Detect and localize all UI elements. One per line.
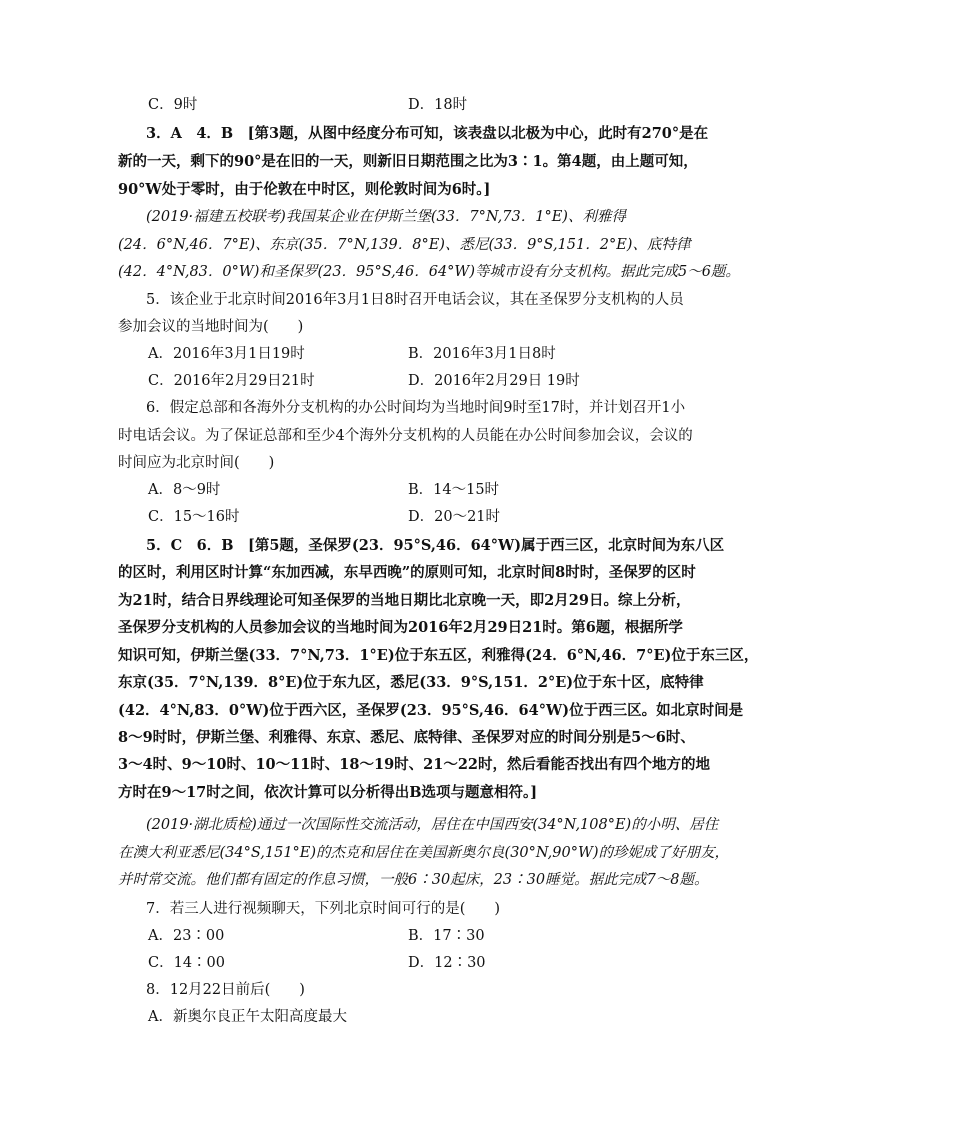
option-b-q5: B．2016年3月1日8时 bbox=[408, 346, 556, 362]
question-8: 8．12月22日前后( ) bbox=[146, 982, 305, 998]
intro-7-8-line3: 并时常交流。他们都有固定的作息习惯，一般6∶30起床，23∶30睡觉。据此完成7～8题。 bbox=[118, 872, 709, 888]
question-6-line2: 时电话会议。为了保证总部和至少4个海外分支机构的人员能在办公时间参加会议，会议的 bbox=[118, 428, 693, 444]
answer-5-6-line3: 为21时，结合日界线理论可知圣保罗的当地日期比北京晚一天，即2月29日。综上分析， bbox=[118, 592, 691, 609]
answer-3-4-line2: 新的一天，剩下的90°是在旧的一天，则新旧日期范围之比为3∶1。第4题，由上题可知， bbox=[118, 153, 698, 170]
intro-5-6-line2: (24．6°N,46．7°E)、东京(35．7°N,139．8°E)、悉尼(33．9°S,151．2°E)、底特律 bbox=[118, 237, 691, 253]
option-d-q6: D．20～21时 bbox=[408, 509, 501, 525]
answer-5-6-line6: 东京(35．7°N,139．8°E)位于东九区，悉尼(33．9°S,151．2°E)位于东十区，底特律 bbox=[118, 674, 704, 691]
answer-5-6-line5: 知识可知，伊斯兰堡(33．7°N,73．1°E)位于东五区，利雅得(24．6°N,46．7°E)位于东三区， bbox=[118, 647, 759, 664]
answer-5-6-line9: 3～4时、9～10时、10～11时、18～19时、21～22时，然后看能否找出有四个地方的地 bbox=[118, 756, 711, 773]
answer-3-4-line3: 90°W处于零时，由于伦敦在中时区，则伦敦时间为6时。] bbox=[118, 181, 491, 198]
question-7: 7．若三人进行视频聊天，下列北京时间可行的是( ) bbox=[146, 901, 501, 917]
question-6-line3: 时间应为北京时间( ) bbox=[118, 455, 275, 471]
intro-7-8-line1: (2019·湖北质检)通过一次国际性交流活动，居住在中国西安(34°N,108°E)的小明、居住 bbox=[146, 817, 719, 833]
intro-7-8-line2: 在澳大利亚悉尼(34°S,151°E)的杰克和居住在美国新奥尔良(30°N,90°W)的珍妮成了好朋友， bbox=[118, 845, 730, 861]
answer-5-6-line4: 圣保罗分支机构的人员参加会议的当地时间为2016年2月29日21时。第6题，根据所学 bbox=[118, 619, 683, 636]
option-b-q6: B．14～15时 bbox=[408, 482, 500, 498]
option-a-q5: A．2016年3月1日19时 bbox=[148, 346, 305, 362]
option-a-q6: A．8～9时 bbox=[148, 482, 221, 498]
question-6-line1: 6．假定总部和各海外分支机构的办公时间均为当地时间9时至17时，并计划召开1小 bbox=[146, 400, 686, 416]
answer-5-6-line2: 的区时，利用区时计算“东加西减，东早西晚”的原则可知，北京时间8时时，圣保罗的区时 bbox=[118, 564, 696, 581]
option-c-q6: C．15～16时 bbox=[148, 509, 240, 525]
option-c-q7: C．14∶00 bbox=[148, 955, 225, 971]
option-d-q2: D．18时 bbox=[408, 97, 468, 113]
option-d-q7: D．12∶30 bbox=[408, 955, 486, 971]
answer-3-4-line1: 3．A 4．B [第3题，从图中经度分布可知，该表盘以北极为中心，此时有270°是在 bbox=[146, 125, 709, 142]
intro-5-6-line3: (42．4°N,83．0°W)和圣保罗(23．95°S,46．64°W)等城市设有分支机构。据此完成5～6题。 bbox=[118, 264, 740, 280]
option-c-q5: C．2016年2月29日21时 bbox=[148, 373, 315, 389]
option-a-q8: A．新奥尔良正午太阳高度最大 bbox=[148, 1009, 347, 1025]
answer-5-6-line10: 方时在9～17时之间，依次计算可以分析得出B选项与题意相符。] bbox=[118, 784, 538, 801]
option-b-q7: B．17∶30 bbox=[408, 928, 485, 944]
intro-5-6-line1: (2019·福建五校联考)我国某企业在伊斯兰堡(33．7°N,73．1°E)、利雅得 bbox=[146, 209, 626, 225]
option-c-q2: C．9时 bbox=[148, 97, 198, 113]
question-5-line2: 参加会议的当地时间为( ) bbox=[118, 319, 304, 335]
answer-5-6-line1: 5．C 6．B [第5题，圣保罗(23．95°S,46．64°W)属于西三区，北京时间为东八区 bbox=[146, 537, 725, 554]
answer-5-6-line7: (42．4°N,83．0°W)位于西六区，圣保罗(23．95°S,46．64°W)位于西三区。如北京时间是 bbox=[118, 702, 744, 719]
answer-5-6-line8: 8～9时时，伊斯兰堡、利雅得、东京、悉尼、底特律、圣保罗对应的时间分别是5～6时、 bbox=[118, 729, 695, 746]
option-d-q5: D．2016年2月29日 19时 bbox=[408, 373, 580, 389]
question-5-line1: 5．该企业于北京时间2016年3月1日8时召开电话会议，其在圣保罗分支机构的人员 bbox=[146, 292, 684, 308]
option-a-q7: A．23∶00 bbox=[148, 928, 225, 944]
